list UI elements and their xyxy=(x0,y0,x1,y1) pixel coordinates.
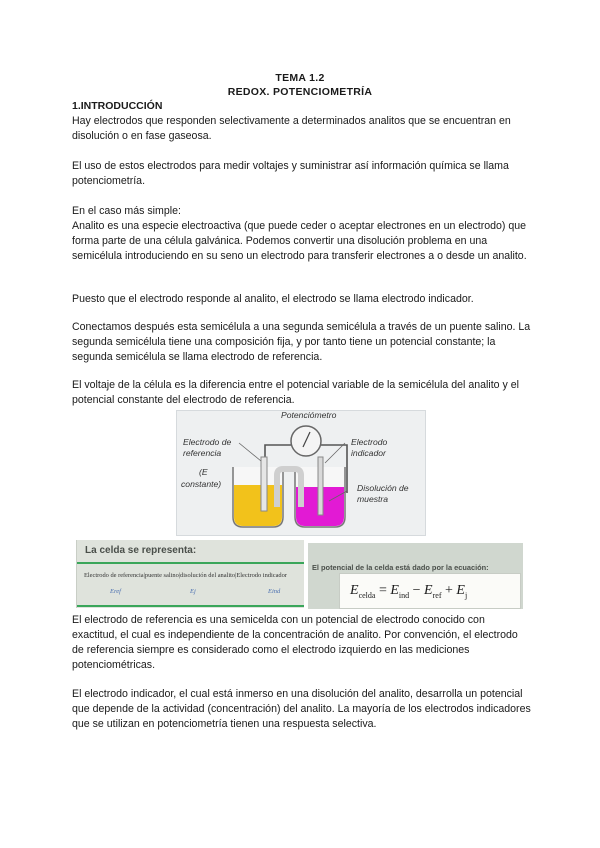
label-e-1: (E xyxy=(199,467,208,477)
paragraph-1: Hay electrodos que responden selectivamente a determinados analitos que se encuentran en disolución o en fase gaseosa. xyxy=(72,115,511,142)
equation-box-title: El potencial de la celda está dado por la ecuación: xyxy=(312,563,489,572)
eq-term-ref-sub: ref xyxy=(432,590,442,600)
cell-sub-ej: Ej xyxy=(190,588,196,595)
label-e-2: constante) xyxy=(181,479,222,489)
cell-sub-eref: Eref xyxy=(110,588,121,595)
green-divider-bottom xyxy=(77,605,304,607)
eq-minus: − xyxy=(409,583,425,598)
paragraph-7: El voltaje de la célula es la diferencia entre el potencial variable de la semicélula del analito y el potencial constante del electrodo de referencia. xyxy=(72,379,519,406)
paragraph-5: Puesto que el electrodo responde al analito, el electrodo se llama electrodo indicador. xyxy=(72,293,474,305)
eq-term-j: E xyxy=(456,583,465,598)
paragraph-8: El electrodo de referencia es una semicelda con un potencial de electrodo conocido con exactitud, el cual es independiente de la concentración de analito. Por convención, el electrodo de referencia siempre es considerado como el electrodo izquierdo en las mediciones potenciométricas. xyxy=(72,614,518,671)
cell-potential-equation xyxy=(339,573,521,609)
eq-term-j-sub: j xyxy=(464,590,468,600)
label-ref-2: referencia xyxy=(183,448,222,458)
eq-lhs: E xyxy=(350,583,359,598)
label-ind-2: indicador xyxy=(351,448,386,458)
green-divider-top xyxy=(77,562,304,564)
paragraph-9: El electrodo indicador, el cual está inmerso en una disolución del analito, desarrolla un potencial que depende de la actividad (concentración) del analito. La mayoría de los electrodos indicadores que se utilizan en potenciometría tienen una respuesta selectiva. xyxy=(72,688,531,730)
galvanic-cell-diagram xyxy=(177,411,425,535)
eq-term-ref: E xyxy=(424,583,433,598)
label-potenciometro: Potenciómetro xyxy=(281,410,337,420)
cell-sub-eind: Eind xyxy=(268,588,281,595)
eq-term-ind-sub: ind xyxy=(398,590,410,600)
eq-term-ind: E xyxy=(390,583,399,598)
paragraph-4: Analito es una especie electroactiva (que puede ceder o aceptar electrones en un electrodo) que forma parte de una célula galvánica. Podemos convertir una disolución problema en una semicélula introduciendo en su seno un electrodo para transferir electrones a o desde un analito. xyxy=(72,220,527,262)
label-ref-1: Electrodo de xyxy=(183,437,232,447)
galvanic-cell-figure xyxy=(176,410,426,536)
label-dis-1: Disolución de xyxy=(357,483,409,493)
cell-notation-row: Electrodo de referencia|puente salino|disolución del analito|Electrodo indicador xyxy=(84,572,287,579)
section-heading: 1.INTRODUCCIÓN xyxy=(72,100,163,112)
pointer-indicator xyxy=(325,443,345,463)
paragraph-3: En el caso más simple: xyxy=(72,205,181,217)
cell-box-title: La celda se representa: xyxy=(85,545,197,556)
pointer-reference xyxy=(239,443,261,461)
paragraph-6: Conectamos después esta semicélula a una segunda semicélula a través de un puente salino. La segunda semicélula tiene una composición fija, y por tanto tiene un potencial constante; la segunda semicélula se llama electrodo de referencia. xyxy=(72,321,531,363)
eq-lhs-sub: celda xyxy=(358,590,376,600)
label-dis-2: muestra xyxy=(357,494,389,504)
indicator-electrode xyxy=(318,457,323,515)
paragraph-2: El uso de estos electrodos para medir voltajes y suministrar así información química se llama potenciometría. xyxy=(72,160,509,187)
label-ind-1: Electrodo xyxy=(351,437,388,447)
doc-title: REDOX. POTENCIOMETRÍA xyxy=(227,86,373,98)
eq-plus: + xyxy=(441,583,457,598)
reference-electrode xyxy=(261,457,267,511)
doc-topic-number: TEMA 1.2 xyxy=(275,72,325,84)
eq-equals: = xyxy=(375,583,391,598)
